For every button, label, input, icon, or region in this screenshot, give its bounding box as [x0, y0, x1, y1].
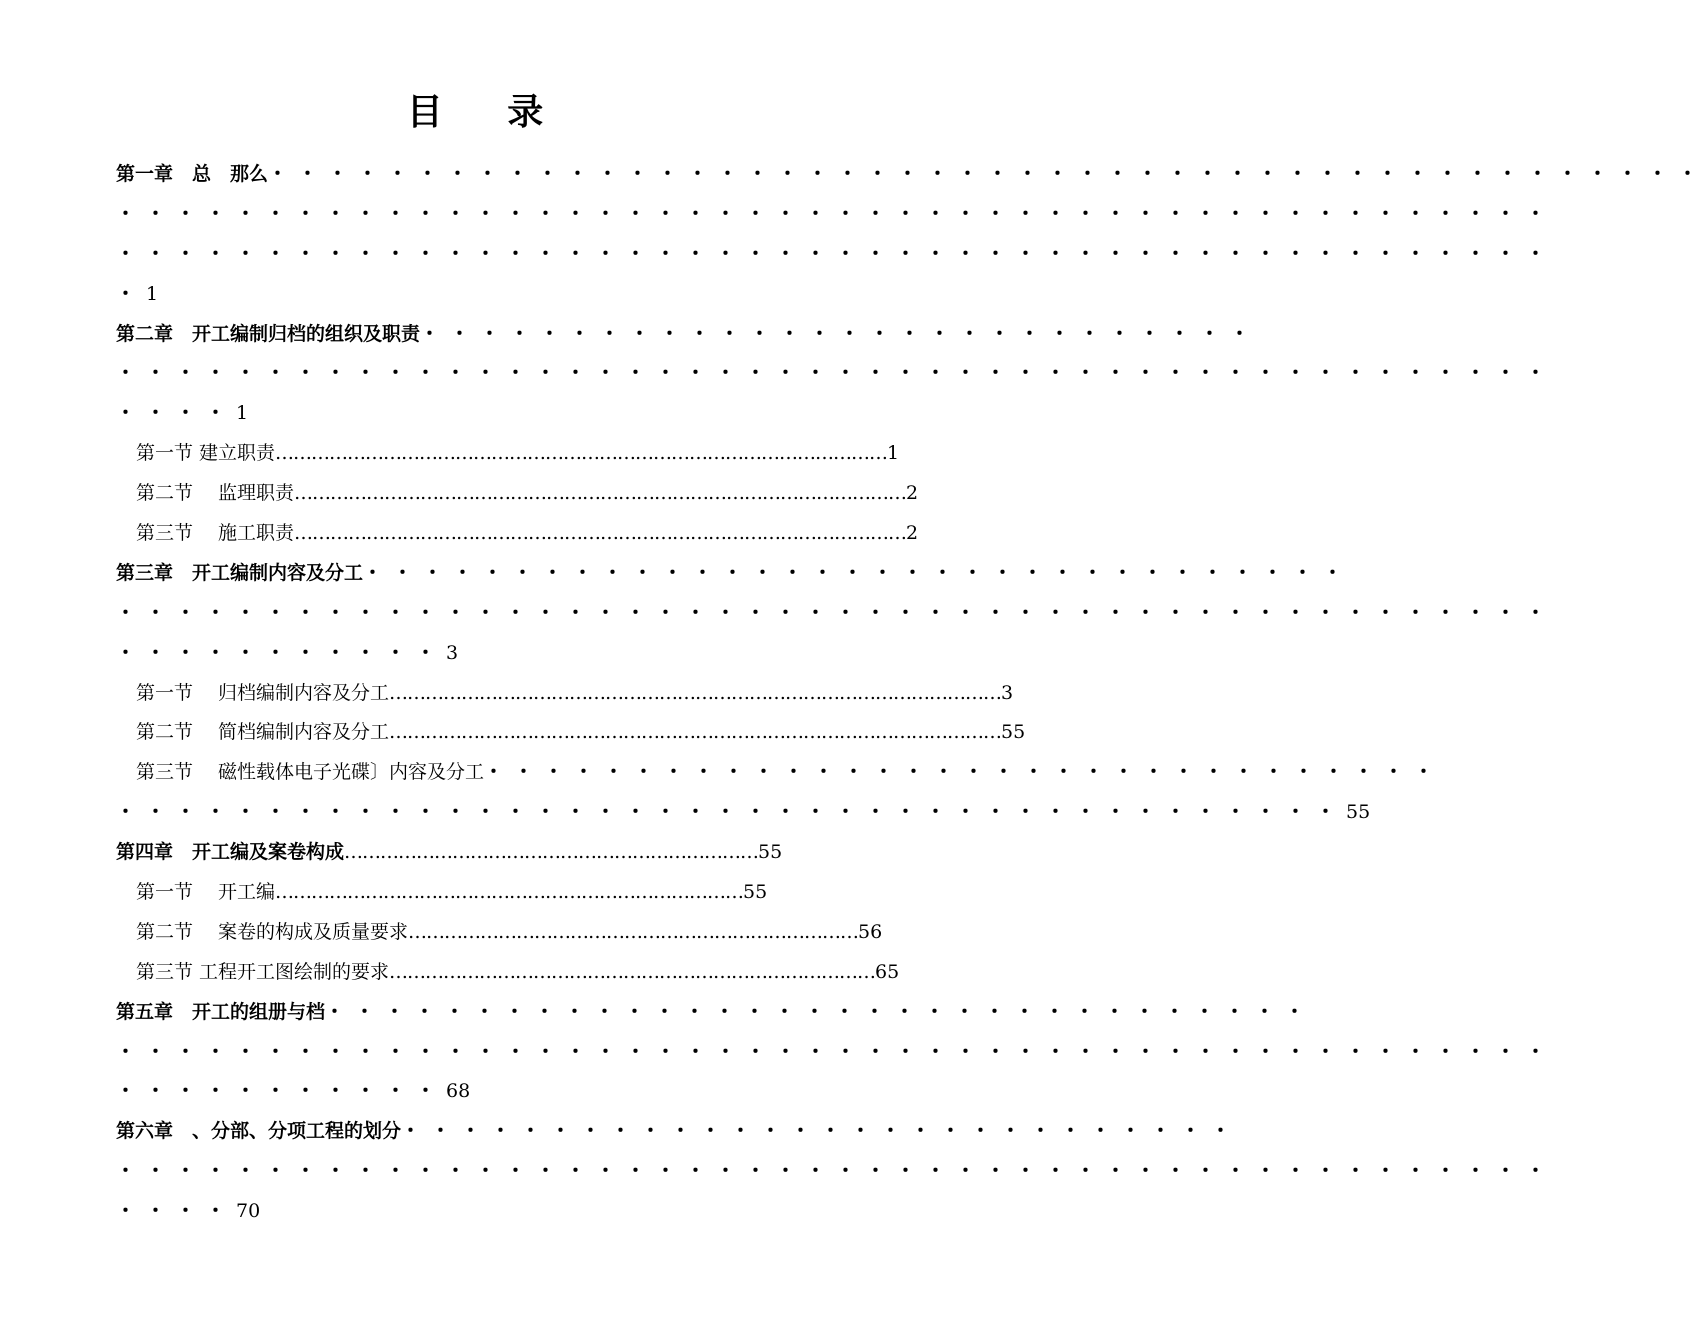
- chapter-6-label: 第六章 、分部、分项工程的划分: [116, 1120, 402, 1143]
- section-3-3-page: 55: [1346, 801, 1371, 824]
- chapter-1-page: 1: [146, 282, 159, 305]
- toc-chapter-1[interactable]: 第一章 总 那么・・・・・・・・・・・・・・・・・・・・・・・・・・・・・・・・・・・・・・・・・・・・・・・・: [116, 163, 1708, 185]
- chapter-4-label: 第四章 开工编及案卷构成: [116, 841, 345, 864]
- page-title: 目 录: [406, 91, 570, 133]
- toc-section-3-1[interactable]: 第一节 归档编制内容及分工…………………………………………………………………………………………3: [136, 681, 1014, 704]
- toc-chapter-4[interactable]: 第四章 开工编及案卷构成……………………………………………………………55: [116, 841, 783, 864]
- chapter-5-page: 68: [446, 1080, 471, 1103]
- toc-chapter-2[interactable]: 第二章 开工编制归档的组织及职责・・・・・・・・・・・・・・・・・・・・・・・・・・・・: [116, 322, 1261, 345]
- toc-section-4-2[interactable]: 第二节 案卷的构成及质量要求…………………………………………………………………56: [136, 920, 883, 943]
- chapter-3-label: 第三章 开工编制内容及分工: [116, 561, 364, 584]
- toc-section-2-1[interactable]: 第一节 建立职责…………………………………………………………………………………………1: [136, 442, 900, 465]
- toc-section-3-2[interactable]: 第二节 简档编制内容及分工…………………………………………………………………………………………55: [136, 721, 1026, 744]
- chapter-5-label: 第五章 开工的组册与档: [116, 1000, 326, 1023]
- chapter-1-label: 第一章 总 那么: [116, 163, 269, 185]
- toc-chapter-6[interactable]: 第六章 、分部、分项工程的划分・・・・・・・・・・・・・・・・・・・・・・・・・・・・: [116, 1120, 1242, 1143]
- chapter-6-page: 70: [236, 1200, 261, 1223]
- chapter-4-page: 55: [758, 841, 783, 864]
- toc-chapter-5[interactable]: 第五章 开工的组册与档・・・・・・・・・・・・・・・・・・・・・・・・・・・・・・・・・: [116, 1000, 1316, 1023]
- chapter-3-page: 3: [446, 641, 459, 664]
- toc-section-4-1[interactable]: 第一节 开工编……………………………………………………………………55: [136, 881, 768, 904]
- table-of-contents: 第一章 总 那么・・・・・・・・・・・・・・・・・・・・・・・・・・・・・・・・・・・・・・・・・・・・・・・・ ・・・・・・・・・・・・・・・・・・・・・・・・・・・・・・・・・・・・・・・・・・・・・・・・ ・・・・・・・・・・・・・・・・・・・・・・・・・・・・・・・・・・・・・・・・・・・・・・・・ ・1 第二章 开工编制归档的组织及职责・・・・・・・・・・・・・・・・・・・・・・・・・・・・ ・・・・・・・・・・・・・・・・・・・・・・・・・・・・・・・・・・・・・・・・・・・・・・・・ ・・・・1 第一节 建立职责…………………………………………………………………………………………1 第二节 监理职责…………………………………………………………………………………………2 第三节 施工职责…………………………………………………………………………………………2 第三章 开工编制内容及分工・・・・・・・・・・・・・・・・・・・・・・・・・・・・・・・・・ ・・・・・・・・・・・・・・・・・・・・・・・・・・・・・・・・・・・・・・・・・・・・・・・・ ・・・・・・・・・・・3 第一节 归档编制内容及分工…………………………………………………………………………………………3 第二节 简档编制内容及分工…………………………………………………………………………………………55 第三节 磁性载体电子光碟〕内容及分工・・・・・・・・・・・・・・・・・・・・・・・・・・・・・・・・ ・・・・・・・・・・・・・・・・・・・・・・・・・・・・・・・・・・・・・・・・・55 第四章 开工编及案卷构成……………………………………………………………55 第一节 开工编……………………………………………………………………55 第二节 案卷的构成及质量要求…………………………………………………………………56 第三节 工程开工图绘制的要求………………………………………………………………………65 第五章 开工的组册与档・・・・・・・・・・・・・・・・・・・・・・・・・・・・・・・・・ ・・・・・・・・・・・・・・・・・・・・・・・・・・・・・・・・・・・・・・・・・・・・・・・・ ・・・・・・・・・・・68 第六章 、分部、分项工程的划分・・・・・・・・・・・・・・・・・・・・・・・・・・・・ ・・・・・・・・・・・・・・・・・・・・・・・・・・・・・・・・・・・・・・・・・・・・・・・・ ・・・・70: [116, 155, 872, 1232]
- toc-section-4-3[interactable]: 第三节 工程开工图绘制的要求………………………………………………………………………65: [136, 960, 900, 983]
- chapter-2-label: 第二章 开工编制归档的组织及职责: [116, 322, 421, 345]
- chapter-2-page: 1: [236, 402, 249, 425]
- toc-chapter-3[interactable]: 第三章 开工编制内容及分工・・・・・・・・・・・・・・・・・・・・・・・・・・・・・・・・・: [116, 561, 1354, 584]
- toc-section-2-3[interactable]: 第三节 施工职责…………………………………………………………………………………………2: [136, 522, 919, 545]
- toc-section-2-2[interactable]: 第二节 监理职责…………………………………………………………………………………………2: [136, 482, 919, 505]
- toc-section-3-3[interactable]: 第三节 磁性载体电子光碟〕内容及分工・・・・・・・・・・・・・・・・・・・・・・・・・・・・・・・・: [136, 761, 1445, 784]
